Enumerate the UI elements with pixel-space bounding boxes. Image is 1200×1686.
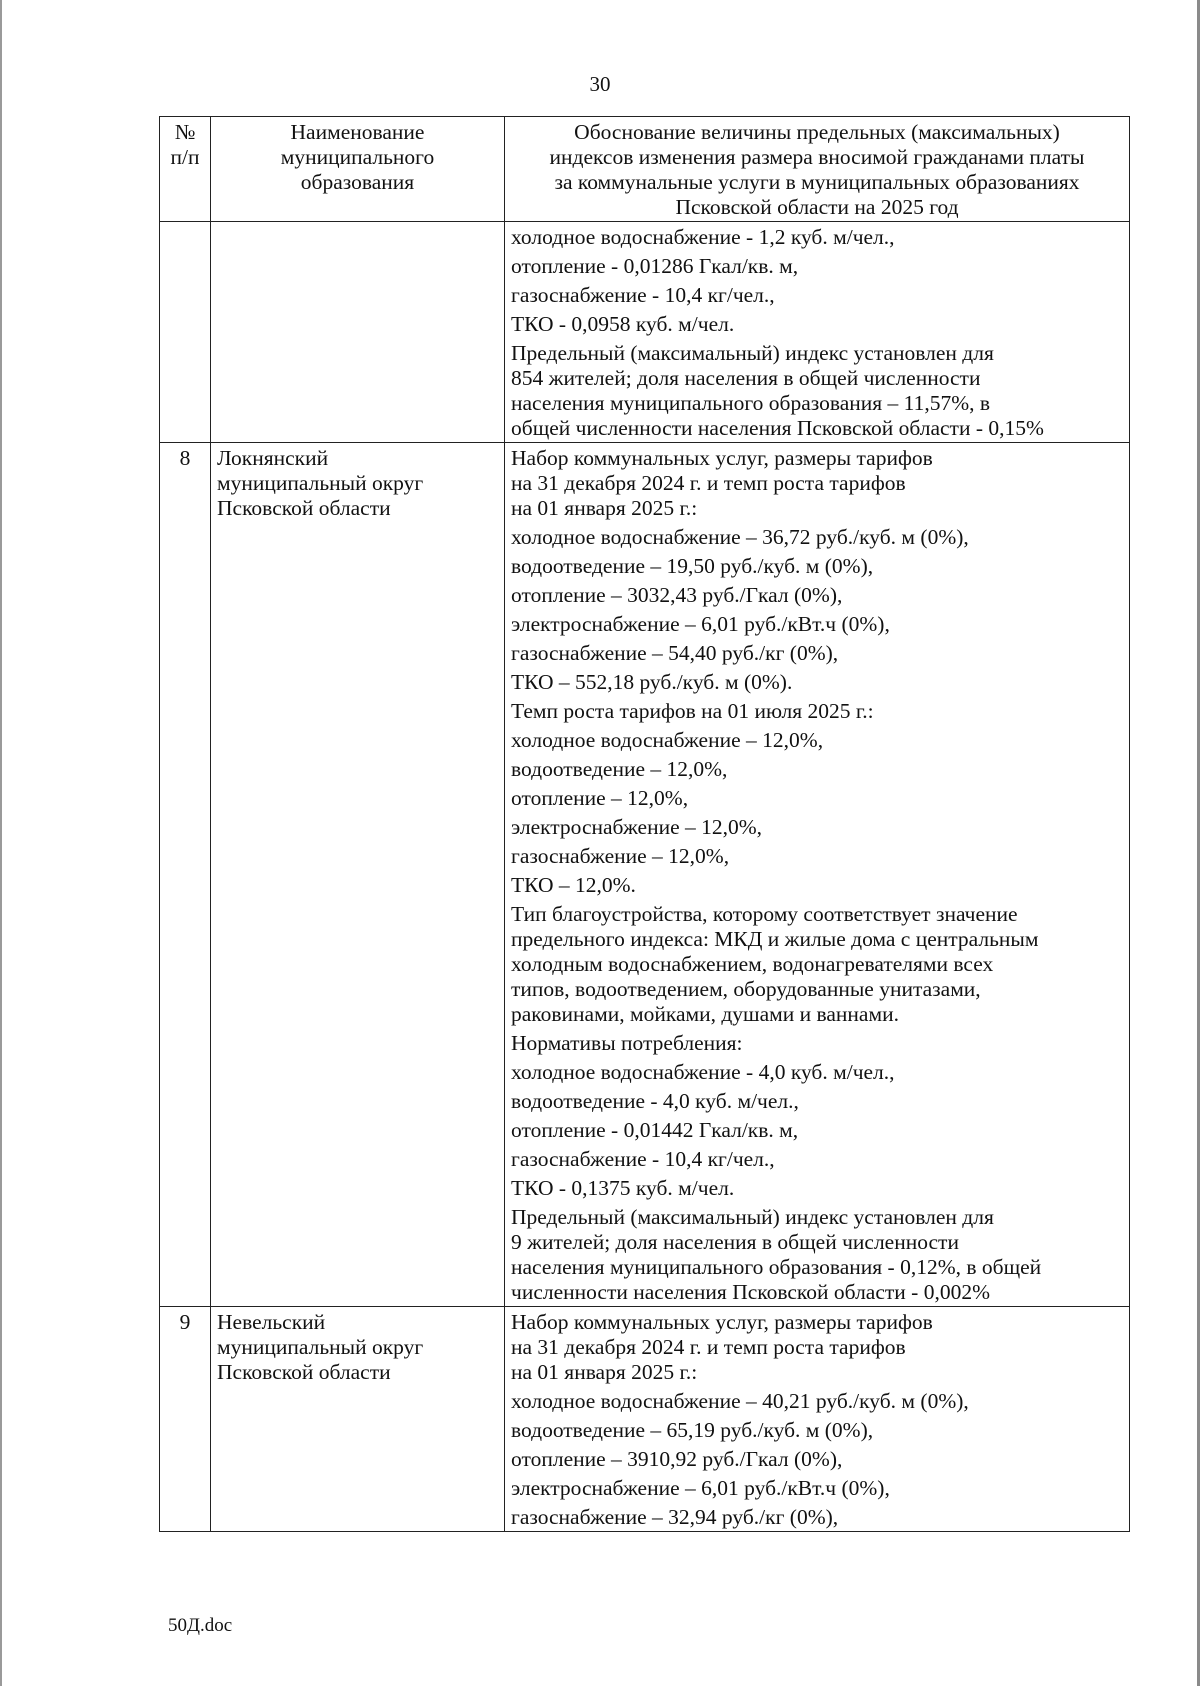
- header-num-line: п/п: [170, 145, 200, 169]
- table-body: [160, 222, 1130, 1532]
- basis-cell: [505, 222, 1130, 443]
- basis-line: на 01 января 2025 г.:: [511, 1360, 698, 1384]
- header-municipality: [211, 117, 505, 222]
- basis-line: ТКО - 0,1375 куб. м/чел.: [511, 1176, 735, 1200]
- basis-line: 9 жителей; доля населения в общей численности: [511, 1230, 959, 1254]
- basis-cell: [505, 1307, 1130, 1532]
- basis-line: холодное водоснабжение – 12,0%,: [511, 728, 824, 752]
- basis-cell: [505, 443, 1130, 1307]
- basis-paragraph: [511, 525, 1123, 550]
- header-num: [160, 117, 211, 222]
- basis-line: Набор коммунальных услуг, размеры тарифов: [511, 446, 933, 470]
- basis-line: типов, водоотведением, оборудованные унитазами,: [511, 977, 981, 1001]
- basis-line: населения муниципального образования – 11,57%, в: [511, 391, 991, 415]
- basis-paragraph: [511, 844, 1123, 869]
- basis-paragraph: [511, 341, 1123, 441]
- basis-line: на 31 декабря 2024 г. и темп роста тарифов: [511, 1335, 906, 1359]
- basis-line: холодное водоснабжение - 1,2 куб. м/чел.,: [511, 225, 895, 249]
- basis-line: газоснабжение – 12,0%,: [511, 844, 730, 868]
- basis-paragraph: [511, 254, 1123, 279]
- header-num-line: №: [174, 120, 196, 144]
- basis-paragraph: [511, 612, 1123, 637]
- basis-paragraph: [511, 670, 1123, 695]
- header-municipality-line: Наименование: [290, 120, 425, 144]
- basis-paragraph: [511, 1389, 1123, 1414]
- basis-paragraph: [511, 902, 1123, 1027]
- basis-line: Предельный (максимальный) индекс установлен для: [511, 1205, 994, 1229]
- municipality-name-line: Локнянский: [217, 446, 329, 470]
- municipality-name-line: муниципальный округ: [217, 471, 424, 495]
- basis-line: холодное водоснабжение – 36,72 руб./куб. м (0%),: [511, 525, 969, 549]
- header-municipality-line: муниципального: [280, 145, 435, 169]
- footer-filename: 50Д.doc: [168, 1615, 233, 1636]
- basis-paragraph: [511, 699, 1123, 724]
- basis-paragraph: [511, 1118, 1123, 1143]
- basis-line: Нормативы потребления:: [511, 1031, 743, 1055]
- basis-line: на 01 января 2025 г.:: [511, 496, 698, 520]
- basis-paragraph: [511, 728, 1123, 753]
- basis-line: численности населения Псковской области - 0,002%: [511, 1280, 990, 1304]
- basis-line: электроснабжение – 6,01 руб./кВт.ч (0%),: [511, 1476, 890, 1500]
- table-row: [160, 443, 1130, 1307]
- page-number: 30: [589, 72, 611, 96]
- basis-paragraph: [511, 1089, 1123, 1114]
- basis-paragraph: [511, 1031, 1123, 1056]
- basis-line: газоснабжение - 10,4 кг/чел.,: [511, 283, 775, 307]
- basis-paragraph: [511, 554, 1123, 579]
- basis-paragraph: [511, 1476, 1123, 1501]
- row-number: 8: [160, 443, 211, 1307]
- municipality-name-line: Псковской области: [217, 496, 391, 520]
- row-number: 9: [160, 1307, 211, 1532]
- basis-line: Темп роста тарифов на 01 июля 2025 г.:: [511, 699, 874, 723]
- basis-line: ТКО - 0,0958 куб. м/чел.: [511, 312, 735, 336]
- basis-line: холодным водоснабжением, водонагревателями всех: [511, 952, 994, 976]
- basis-line: предельного индекса: МКД и жилые дома с центральным: [511, 927, 1039, 951]
- basis-paragraph: [511, 1447, 1123, 1472]
- table-row: [160, 222, 1130, 443]
- row-number: [160, 222, 211, 443]
- basis-paragraph: [511, 1176, 1123, 1201]
- basis-paragraph: [511, 1418, 1123, 1443]
- header-basis-line: индексов изменения размера вносимой гражданами платы: [549, 145, 1085, 169]
- basis-paragraph: [511, 446, 1123, 521]
- basis-line: на 31 декабря 2024 г. и темп роста тарифов: [511, 471, 906, 495]
- basis-line: Предельный (максимальный) индекс установлен для: [511, 341, 994, 365]
- basis-paragraph: [511, 1147, 1123, 1172]
- basis-line: водоотведение – 19,50 руб./куб. м (0%),: [511, 554, 874, 578]
- basis-line: отопление - 0,01286 Гкал/кв. м,: [511, 254, 799, 278]
- scan-left-edge: [0, 0, 2, 1686]
- tariff-index-table: [159, 116, 1130, 1532]
- table-row: [160, 1307, 1130, 1532]
- basis-line: общей численности населения Псковской области - 0,15%: [511, 416, 1044, 440]
- header-basis-line: Обоснование величины предельных (максимальных): [574, 120, 1060, 144]
- basis-line: газоснабжение – 54,40 руб./кг (0%),: [511, 641, 839, 665]
- basis-line: электроснабжение – 6,01 руб./кВт.ч (0%),: [511, 612, 890, 636]
- basis-line: отопление – 3032,43 руб./Гкал (0%),: [511, 583, 843, 607]
- basis-paragraph: [511, 1060, 1123, 1085]
- basis-line: отопление – 3910,92 руб./Гкал (0%),: [511, 1447, 843, 1471]
- basis-paragraph: [511, 873, 1123, 898]
- basis-line: холодное водоснабжение – 40,21 руб./куб. м (0%),: [511, 1389, 969, 1413]
- municipality-name-line: Невельский: [217, 1310, 326, 1334]
- basis-paragraph: [511, 815, 1123, 840]
- basis-line: газоснабжение - 10,4 кг/чел.,: [511, 1147, 775, 1171]
- basis-line: водоотведение – 65,19 руб./куб. м (0%),: [511, 1418, 874, 1442]
- municipality-name: [211, 222, 505, 443]
- basis-line: холодное водоснабжение - 4,0 куб. м/чел.,: [511, 1060, 895, 1084]
- basis-line: Набор коммунальных услуг, размеры тарифов: [511, 1310, 933, 1334]
- municipality-name-line: муниципальный округ: [217, 1335, 424, 1359]
- basis-line: электроснабжение – 12,0%,: [511, 815, 763, 839]
- basis-line: отопление - 0,01442 Гкал/кв. м,: [511, 1118, 799, 1142]
- header-municipality-line: образования: [300, 170, 415, 194]
- basis-paragraph: [511, 786, 1123, 811]
- municipality-name: [211, 1307, 505, 1532]
- basis-paragraph: [511, 283, 1123, 308]
- basis-line: населения муниципального образования - 0,12%, в общей: [511, 1255, 1042, 1279]
- basis-paragraph: [511, 757, 1123, 782]
- basis-paragraph: [511, 1205, 1123, 1305]
- basis-line: ТКО – 552,18 руб./куб. м (0%).: [511, 670, 793, 694]
- header-basis-line: за коммунальные услуги в муниципальных образованиях: [554, 170, 1080, 194]
- basis-line: ТКО – 12,0%.: [511, 873, 636, 897]
- header-basis: [505, 117, 1130, 222]
- basis-line: водоотведение – 12,0%,: [511, 757, 728, 781]
- basis-paragraph: [511, 583, 1123, 608]
- basis-paragraph: [511, 1310, 1123, 1385]
- table-header-row: [160, 117, 1130, 222]
- basis-line: раковинами, мойками, душами и ваннами.: [511, 1002, 899, 1026]
- basis-paragraph: [511, 1505, 1123, 1530]
- basis-paragraph: [511, 225, 1123, 250]
- basis-line: отопление – 12,0%,: [511, 786, 689, 810]
- municipality-name: [211, 443, 505, 1307]
- basis-paragraph: [511, 312, 1123, 337]
- basis-paragraph: [511, 641, 1123, 666]
- basis-line: газоснабжение – 32,94 руб./кг (0%),: [511, 1505, 839, 1529]
- basis-line: Тип благоустройства, которому соответствует значение: [511, 902, 1018, 926]
- municipality-name-line: Псковской области: [217, 1360, 391, 1384]
- basis-line: водоотведение - 4,0 куб. м/чел.,: [511, 1089, 799, 1113]
- basis-line: 854 жителей; доля населения в общей численности: [511, 366, 981, 390]
- header-basis-line: Псковской области на 2025 год: [675, 195, 959, 219]
